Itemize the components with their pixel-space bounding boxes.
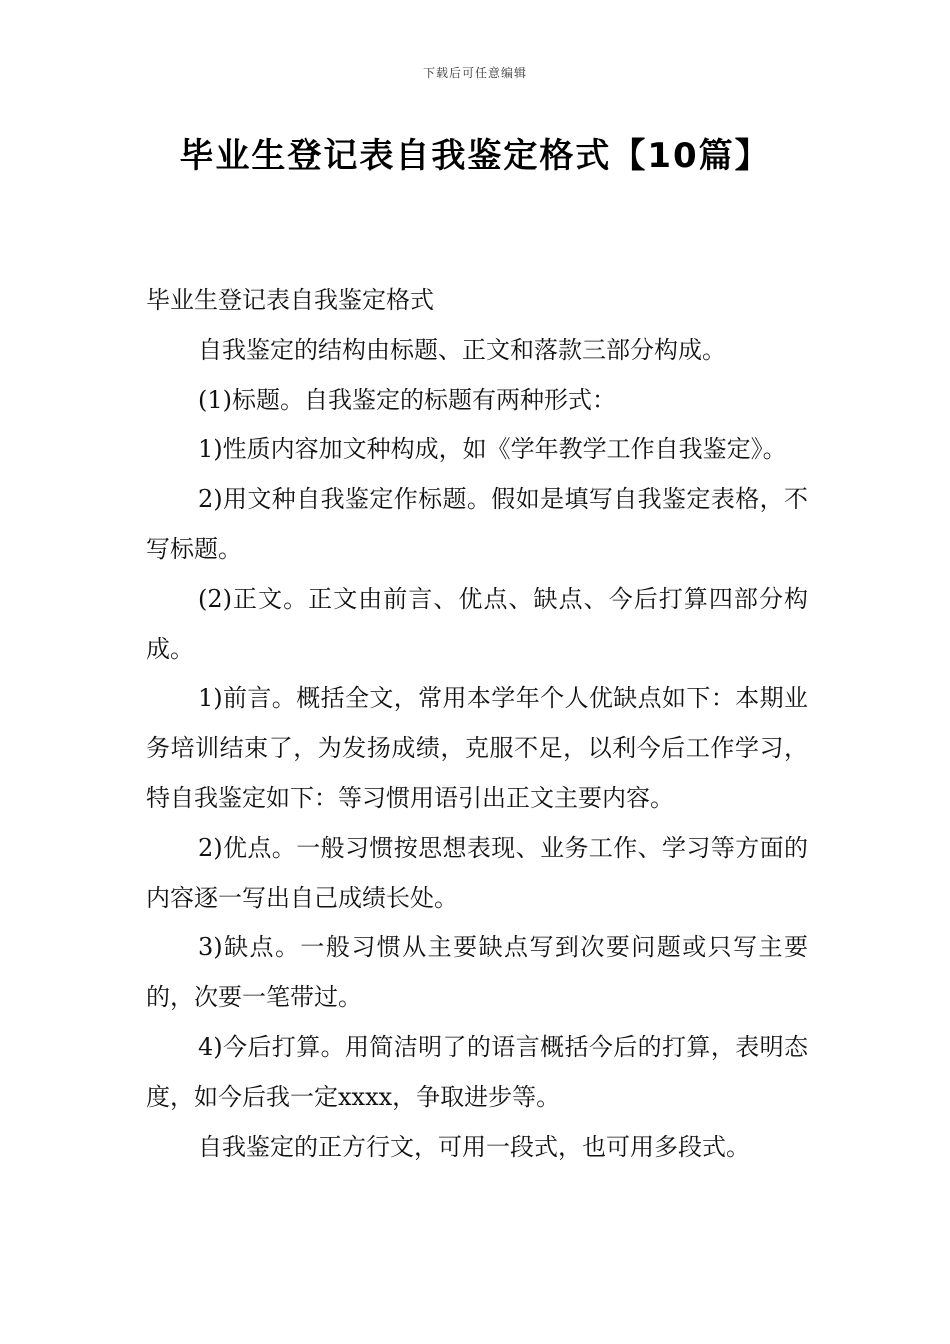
paragraph: 3)缺点。一般习惯从主要缺点写到次要问题或只写主要的，次要一笔带过。 (146, 933, 808, 1012)
section-heading: 毕业生登记表自我鉴定格式 (146, 286, 434, 314)
paragraph: 自我鉴定的结构由标题、正文和落款三部分构成。 (198, 335, 726, 364)
paragraph: (1)标题。自我鉴定的标题有两种形式： (198, 385, 616, 414)
paragraph: 自我鉴定的正方行文，可用一段式，也可用多段式。 (198, 1132, 750, 1161)
document-title: 毕业生登记表自我鉴定格式【10篇】 (179, 136, 771, 176)
paragraph: 1)前言。概括全文，常用本学年个人优缺点如下：本期业务培训结束了，为发扬成绩，克服不足，以利今后工作学习，特自我鉴定如下：等习惯用语引出正文主要内容。 (146, 684, 808, 812)
header-note: 下载后可任意编辑 (422, 66, 527, 80)
paragraph: 2)用文种自我鉴定作标题。假如是填写自我鉴定表格，不写标题。 (146, 485, 808, 563)
paragraph: 2)优点。一般习惯按思想表现、业务工作、学习等方面的内容逐一写出自己成绩长处。 (146, 833, 808, 912)
paragraph: 1)性质内容加文种构成，如《学年教学工作自我鉴定》。 (198, 435, 787, 464)
document-body (146, 276, 808, 1172)
paragraph: (2)正文。正文由前言、优点、缺点、今后打算四部分构成。 (146, 584, 808, 663)
paragraph: 4)今后打算。用简洁明了的语言概括今后的打算，表明态度，如今后我一定xxxx，争取进步等。 (146, 1032, 808, 1111)
